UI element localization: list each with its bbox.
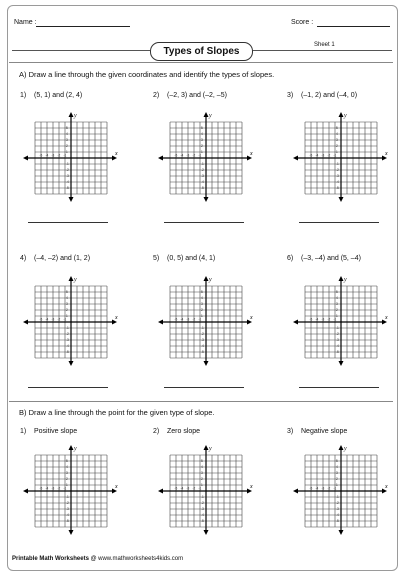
problem-number: 3) bbox=[287, 428, 294, 435]
y-axis-arrow-down bbox=[339, 530, 344, 535]
y-tick-label: 4 bbox=[336, 132, 338, 137]
x-axis-label: x bbox=[385, 315, 388, 321]
answer-line-a4[interactable] bbox=[28, 387, 108, 388]
x-axis-arrow-left bbox=[158, 156, 163, 161]
y-tick-label: -3 bbox=[336, 174, 339, 179]
y-tick-label: -2 bbox=[201, 501, 204, 506]
y-tick-label: -2 bbox=[66, 501, 69, 506]
y-tick-label: 1 bbox=[336, 314, 338, 319]
graph-b3[interactable] bbox=[284, 441, 398, 541]
y-tick-label: 4 bbox=[66, 465, 68, 470]
problem-a5 bbox=[153, 255, 215, 262]
y-tick-label: -1 bbox=[66, 326, 69, 331]
x-tick-label: -3 bbox=[321, 317, 325, 322]
y-axis-arrow-down bbox=[69, 530, 74, 535]
answer-line-a6[interactable] bbox=[299, 387, 379, 388]
problem-a4 bbox=[20, 255, 90, 262]
y-tick-label: 1 bbox=[66, 483, 68, 488]
coordinate-grid-svg bbox=[149, 441, 263, 541]
name-label: Name : bbox=[14, 19, 37, 26]
y-tick-label: 2 bbox=[336, 144, 338, 149]
y-axis-arrow-up bbox=[69, 445, 74, 450]
y-tick-label: -5 bbox=[201, 186, 204, 191]
x-tick-label: -1 bbox=[198, 317, 202, 322]
y-tick-label: -2 bbox=[66, 332, 69, 337]
graph-a4[interactable] bbox=[14, 270, 128, 374]
y-tick-label: -4 bbox=[336, 513, 339, 518]
x-tick-label: -5 bbox=[174, 153, 178, 158]
y-tick-label: -1 bbox=[201, 162, 204, 167]
x-tick-label: -3 bbox=[51, 486, 55, 491]
x-axis-label: x bbox=[115, 151, 118, 157]
answer-line-a5[interactable] bbox=[164, 387, 244, 388]
x-axis-arrow-left bbox=[158, 489, 163, 494]
y-tick-label: 5 bbox=[66, 126, 68, 131]
problem-number: 2) bbox=[153, 428, 160, 435]
answer-line-a2[interactable] bbox=[164, 222, 244, 223]
x-tick-label: -1 bbox=[63, 317, 67, 322]
y-tick-label: -3 bbox=[336, 507, 339, 512]
x-tick-label: -4 bbox=[315, 486, 319, 491]
y-tick-label: 1 bbox=[336, 483, 338, 488]
y-tick-label: -2 bbox=[201, 332, 204, 337]
problem-b3 bbox=[287, 428, 347, 435]
problem-number: 1) bbox=[20, 428, 27, 435]
x-tick-label: -4 bbox=[180, 486, 184, 491]
section-a-divider bbox=[9, 62, 393, 63]
y-tick-label: 3 bbox=[66, 471, 68, 476]
y-tick-label: -4 bbox=[336, 344, 339, 349]
y-tick-label: 1 bbox=[66, 150, 68, 155]
x-tick-label: -5 bbox=[309, 153, 313, 158]
y-tick-label: -2 bbox=[66, 168, 69, 173]
y-tick-label: 2 bbox=[336, 308, 338, 313]
x-tick-label: -3 bbox=[186, 153, 190, 158]
y-tick-label: 4 bbox=[336, 465, 338, 470]
y-tick-label: -5 bbox=[66, 350, 69, 355]
x-tick-label: -5 bbox=[39, 486, 43, 491]
y-tick-label: -2 bbox=[201, 168, 204, 173]
y-tick-label: 2 bbox=[66, 477, 68, 482]
y-tick-label: 5 bbox=[201, 290, 203, 295]
problem-a2 bbox=[153, 92, 227, 99]
y-axis-arrow-up bbox=[204, 445, 209, 450]
graph-a5[interactable] bbox=[149, 270, 263, 374]
y-tick-label: -4 bbox=[201, 344, 204, 349]
y-axis-label: y bbox=[344, 277, 347, 283]
section-b-instruction: B) Draw a line through the point for the given type of slope. bbox=[19, 408, 215, 417]
y-tick-label: 1 bbox=[201, 314, 203, 319]
x-axis-label: x bbox=[385, 151, 388, 157]
y-tick-label: 3 bbox=[201, 471, 203, 476]
problem-number: 3) bbox=[287, 92, 294, 99]
y-tick-label: -5 bbox=[336, 186, 339, 191]
graph-b1[interactable] bbox=[14, 441, 128, 541]
x-tick-label: -2 bbox=[192, 317, 196, 322]
y-tick-label: -3 bbox=[336, 338, 339, 343]
x-axis-arrow-left bbox=[23, 320, 28, 325]
y-tick-label: 4 bbox=[201, 296, 203, 301]
x-axis-arrow-left bbox=[23, 489, 28, 494]
y-tick-label: -1 bbox=[336, 495, 339, 500]
x-axis-label: x bbox=[250, 315, 253, 321]
y-axis-label: y bbox=[209, 277, 212, 283]
graph-b2[interactable] bbox=[149, 441, 263, 541]
y-axis-arrow-down bbox=[204, 530, 209, 535]
x-axis-label: x bbox=[115, 315, 118, 321]
problem-number: 6) bbox=[287, 255, 294, 262]
graph-a3[interactable] bbox=[284, 106, 398, 210]
x-tick-label: -5 bbox=[309, 486, 313, 491]
footer bbox=[12, 556, 183, 562]
x-tick-label: -3 bbox=[51, 153, 55, 158]
y-tick-label: -1 bbox=[336, 162, 339, 167]
y-axis-arrow-up bbox=[204, 112, 209, 117]
y-tick-label: -3 bbox=[201, 338, 204, 343]
x-axis-arrow-left bbox=[158, 320, 163, 325]
y-tick-label: 3 bbox=[201, 302, 203, 307]
y-tick-label: -1 bbox=[336, 326, 339, 331]
y-axis-arrow-down bbox=[339, 361, 344, 366]
problem-b1 bbox=[20, 428, 77, 435]
coordinate-grid-svg bbox=[149, 106, 263, 210]
y-tick-label: 3 bbox=[66, 302, 68, 307]
y-tick-label: 1 bbox=[201, 483, 203, 488]
y-tick-label: 3 bbox=[336, 471, 338, 476]
x-tick-label: -2 bbox=[57, 317, 61, 322]
section-a-instruction: A) Draw a line through the given coordinates and identify the types of slopes. bbox=[19, 70, 275, 79]
graph-a1[interactable] bbox=[14, 106, 128, 210]
y-tick-label: -1 bbox=[66, 495, 69, 500]
y-axis-arrow-down bbox=[204, 361, 209, 366]
coordinate-grid-svg bbox=[284, 270, 398, 374]
y-tick-label: -1 bbox=[201, 495, 204, 500]
x-tick-label: -1 bbox=[333, 317, 337, 322]
coordinate-grid-svg bbox=[14, 106, 128, 210]
x-tick-label: -5 bbox=[39, 153, 43, 158]
y-tick-label: 4 bbox=[201, 465, 203, 470]
y-tick-label: 4 bbox=[66, 296, 68, 301]
y-tick-label: -3 bbox=[201, 507, 204, 512]
x-tick-label: -2 bbox=[192, 486, 196, 491]
y-axis-arrow-up bbox=[339, 276, 344, 281]
title-rule-right bbox=[251, 50, 392, 51]
x-axis-arrow-left bbox=[293, 489, 298, 494]
coordinate-grid-svg bbox=[284, 441, 398, 541]
x-axis-arrow-left bbox=[293, 320, 298, 325]
x-tick-label: -2 bbox=[327, 153, 331, 158]
x-tick-label: -4 bbox=[315, 153, 319, 158]
y-tick-label: -1 bbox=[66, 162, 69, 167]
x-tick-label: -4 bbox=[45, 486, 49, 491]
problem-text: (–3, –4) and (5, –4) bbox=[301, 255, 361, 262]
y-tick-label: 4 bbox=[336, 296, 338, 301]
y-tick-label: -3 bbox=[66, 174, 69, 179]
y-tick-label: 2 bbox=[201, 144, 203, 149]
name-field[interactable] bbox=[36, 26, 130, 27]
page-title: Types of Slopes bbox=[150, 42, 253, 61]
score-field[interactable] bbox=[317, 26, 390, 27]
y-tick-label: -2 bbox=[336, 332, 339, 337]
y-axis-label: y bbox=[209, 446, 212, 452]
x-tick-label: -1 bbox=[63, 486, 67, 491]
x-tick-label: -5 bbox=[39, 317, 43, 322]
y-tick-label: 4 bbox=[66, 132, 68, 137]
coordinate-grid-svg bbox=[149, 270, 263, 374]
x-axis-label: x bbox=[385, 484, 388, 490]
y-tick-label: -4 bbox=[201, 513, 204, 518]
y-tick-label: 1 bbox=[66, 314, 68, 319]
x-tick-label: -5 bbox=[174, 317, 178, 322]
y-tick-label: 2 bbox=[201, 308, 203, 313]
problem-a6 bbox=[287, 255, 361, 262]
problem-text: (–1, 2) and (–4, 0) bbox=[301, 92, 358, 99]
y-tick-label: 5 bbox=[66, 290, 68, 295]
y-tick-label: 3 bbox=[201, 138, 203, 143]
y-axis-label: y bbox=[74, 446, 77, 452]
graph-a6[interactable] bbox=[284, 270, 398, 374]
x-axis-label: x bbox=[250, 151, 253, 157]
x-tick-label: -1 bbox=[63, 153, 67, 158]
problem-text: (5, 1) and (2, 4) bbox=[34, 92, 83, 99]
y-tick-label: -4 bbox=[66, 344, 69, 349]
y-tick-label: -3 bbox=[201, 174, 204, 179]
y-tick-label: -2 bbox=[336, 501, 339, 506]
x-tick-label: -2 bbox=[57, 486, 61, 491]
y-axis-arrow-up bbox=[69, 276, 74, 281]
y-tick-label: 5 bbox=[66, 459, 68, 464]
problem-number: 2) bbox=[153, 92, 160, 99]
coordinate-grid-svg bbox=[14, 270, 128, 374]
section-b-divider bbox=[9, 401, 393, 402]
y-tick-label: 3 bbox=[66, 138, 68, 143]
x-tick-label: -3 bbox=[51, 317, 55, 322]
x-tick-label: -1 bbox=[333, 153, 337, 158]
x-tick-label: -3 bbox=[186, 486, 190, 491]
x-tick-label: -4 bbox=[315, 317, 319, 322]
x-tick-label: -1 bbox=[198, 486, 202, 491]
y-tick-label: 3 bbox=[336, 302, 338, 307]
answer-line-a3[interactable] bbox=[299, 222, 379, 223]
problem-text: (–4, –2) and (1, 2) bbox=[34, 255, 91, 262]
y-axis-arrow-up bbox=[339, 445, 344, 450]
x-axis-label: x bbox=[115, 484, 118, 490]
y-axis-label: y bbox=[344, 113, 347, 119]
x-tick-label: -2 bbox=[327, 486, 331, 491]
problem-text: (–2, 3) and (–2, –5) bbox=[167, 92, 227, 99]
y-axis-arrow-down bbox=[69, 197, 74, 202]
y-tick-label: -5 bbox=[66, 186, 69, 191]
x-tick-label: -5 bbox=[174, 486, 178, 491]
sheet-label: Sheet 1 bbox=[314, 42, 335, 48]
y-tick-label: 5 bbox=[336, 290, 338, 295]
y-axis-arrow-down bbox=[69, 361, 74, 366]
problem-a1 bbox=[20, 92, 82, 99]
y-tick-label: -5 bbox=[201, 350, 204, 355]
y-tick-label: 5 bbox=[201, 459, 203, 464]
y-tick-label: -5 bbox=[336, 350, 339, 355]
y-tick-label: 5 bbox=[336, 126, 338, 131]
x-tick-label: -5 bbox=[309, 317, 313, 322]
x-tick-label: -2 bbox=[57, 153, 61, 158]
y-tick-label: -3 bbox=[66, 338, 69, 343]
y-tick-label: -4 bbox=[201, 180, 204, 185]
y-tick-label: 1 bbox=[201, 150, 203, 155]
x-tick-label: -3 bbox=[186, 317, 190, 322]
footer-site-link[interactable]: www.mathworksheets4kids.com bbox=[98, 556, 184, 562]
x-tick-label: -2 bbox=[192, 153, 196, 158]
y-axis-arrow-down bbox=[339, 197, 344, 202]
x-tick-label: -4 bbox=[180, 153, 184, 158]
y-tick-label: 2 bbox=[336, 477, 338, 482]
y-axis-arrow-down bbox=[204, 197, 209, 202]
y-axis-label: y bbox=[209, 113, 212, 119]
y-tick-label: 5 bbox=[201, 126, 203, 131]
y-tick-label: -5 bbox=[201, 519, 204, 524]
problem-text: Negative slope bbox=[301, 428, 348, 435]
problem-number: 5) bbox=[153, 255, 160, 262]
problem-a3 bbox=[287, 92, 357, 99]
problem-text: Positive slope bbox=[34, 428, 78, 435]
y-axis-label: y bbox=[74, 277, 77, 283]
problem-text: (0, 5) and (4, 1) bbox=[167, 255, 216, 262]
y-tick-label: -1 bbox=[201, 326, 204, 331]
coordinate-grid-svg bbox=[14, 441, 128, 541]
y-tick-label: 3 bbox=[336, 138, 338, 143]
x-tick-label: -2 bbox=[327, 317, 331, 322]
y-axis-arrow-up bbox=[339, 112, 344, 117]
y-axis-label: y bbox=[344, 446, 347, 452]
problem-number: 4) bbox=[20, 255, 27, 262]
problem-b2 bbox=[153, 428, 200, 435]
y-tick-label: -5 bbox=[336, 519, 339, 524]
y-tick-label: -4 bbox=[336, 180, 339, 185]
y-tick-label: 4 bbox=[201, 132, 203, 137]
coordinate-grid-svg bbox=[284, 106, 398, 210]
x-tick-label: -3 bbox=[321, 153, 325, 158]
y-axis-arrow-up bbox=[204, 276, 209, 281]
y-tick-label: 5 bbox=[336, 459, 338, 464]
y-tick-label: -3 bbox=[66, 507, 69, 512]
x-tick-label: -4 bbox=[45, 317, 49, 322]
problem-number: 1) bbox=[20, 92, 27, 99]
x-tick-label: -4 bbox=[45, 153, 49, 158]
y-tick-label: 2 bbox=[66, 144, 68, 149]
y-tick-label: -2 bbox=[336, 168, 339, 173]
score-label: Score : bbox=[291, 19, 314, 26]
title-rule-left bbox=[12, 50, 150, 51]
x-axis-arrow-left bbox=[293, 156, 298, 161]
footer-brand: Printable Math Worksheets @ bbox=[12, 556, 97, 562]
x-tick-label: -1 bbox=[198, 153, 202, 158]
x-axis-arrow-left bbox=[23, 156, 28, 161]
y-tick-label: 2 bbox=[66, 308, 68, 313]
y-tick-label: -4 bbox=[66, 513, 69, 518]
x-axis-label: x bbox=[250, 484, 253, 490]
y-tick-label: -5 bbox=[66, 519, 69, 524]
graph-a2[interactable] bbox=[149, 106, 263, 210]
x-tick-label: -3 bbox=[321, 486, 325, 491]
x-tick-label: -1 bbox=[333, 486, 337, 491]
y-axis-arrow-up bbox=[69, 112, 74, 117]
y-tick-label: 2 bbox=[201, 477, 203, 482]
problem-text: Zero slope bbox=[167, 428, 201, 435]
y-tick-label: -4 bbox=[66, 180, 69, 185]
y-tick-label: 1 bbox=[336, 150, 338, 155]
answer-line-a1[interactable] bbox=[28, 222, 108, 223]
y-axis-label: y bbox=[74, 113, 77, 119]
x-tick-label: -4 bbox=[180, 317, 184, 322]
